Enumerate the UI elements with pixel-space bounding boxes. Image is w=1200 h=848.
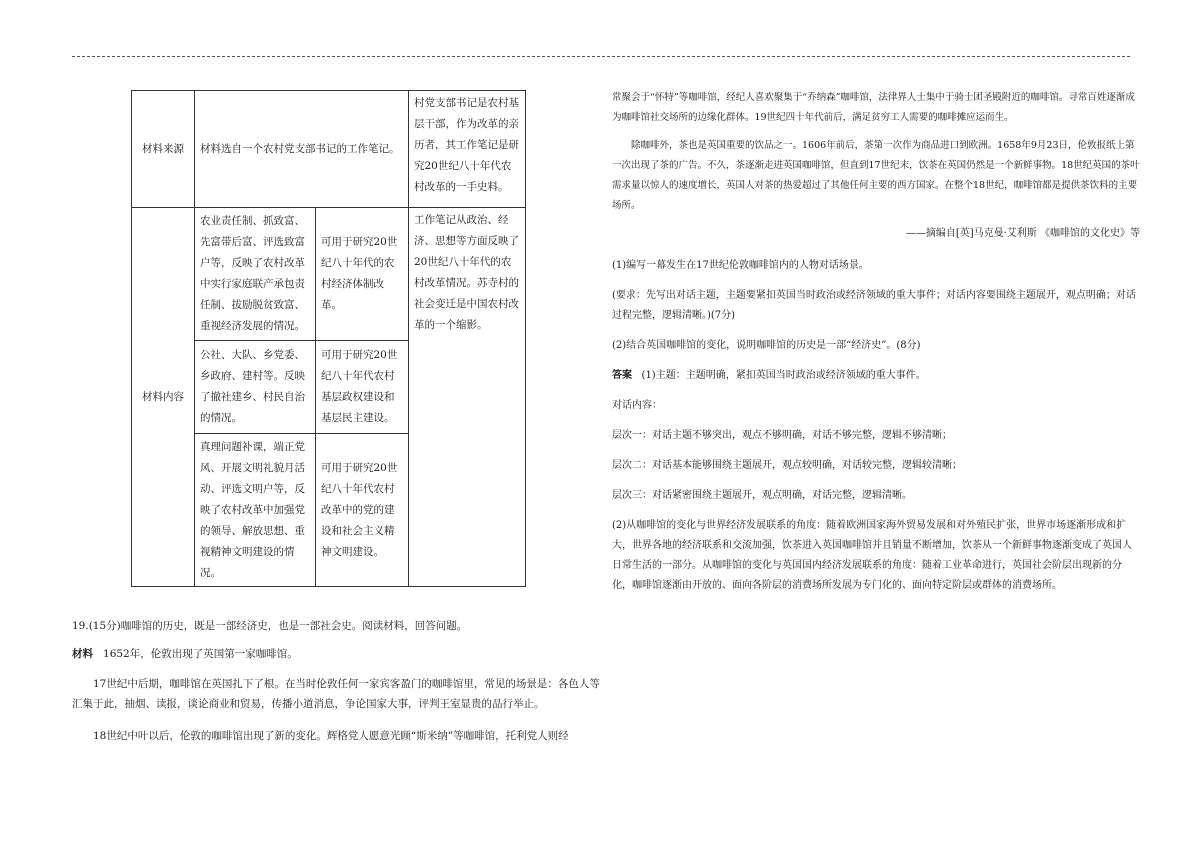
material-first-line <box>72 644 602 664</box>
row-label: 材料来源 <box>132 91 195 208</box>
material-label: 材料 <box>72 648 93 660</box>
answer-2: (2)从咖啡馆的变化与世界经济发展联系的角度：随着欧洲国家海外贸易发展和对外殖民扩张，世界市场逐渐形成和扩大，世界各地的经济联系和交流加强，饮茶进入英国咖啡馆并且销量不断增加，饮茶从一个新鲜事物逐渐变成了英国人日常生活的一部分。从咖啡馆的变化与英国国内经济发展联系的角度：随着工业革命进行，英国社会阶层出现新的分化，咖啡馆逐渐由开放的、面向各阶层的消费场所发展为专门化的、面向特定阶层或群体的消费场所。 <box>612 520 1132 591</box>
content-cell: 真理问题补课，端正党风、开展文明礼貌月活动、评选文明户等，反映了农村改革中加强党的领导、解放思想、重视精神文明建设的情况。 <box>195 434 316 587</box>
source-analysis-table <box>131 90 526 587</box>
answer-level-1: 层次一：对话主题不够突出，观点不够明确，对话不够完整，逻辑不够清晰； <box>612 430 952 441</box>
answer-level-3: 层次三：对话紧密围绕主题展开，观点明确，对话完整，逻辑清晰。 <box>612 490 912 501</box>
answer-level-2: 层次二：对话基本能够围绕主题展开，观点较明确，对话较完整，逻辑较清晰； <box>612 460 962 471</box>
question-1-requirements: (要求：先写出对话主题，主题要紧扣英国当时政治或经济领域的重大事件；对话内容要围绕主题展开，观点明确；对话过程完整，逻辑清晰。)(7分) <box>612 290 1136 321</box>
material-first-text: 1652年，伦敦出现了英国第一家咖啡馆。 <box>103 648 298 660</box>
top-dashed-rule <box>72 56 1130 57</box>
use-cell: 可用于研究20世纪八十年代的农村经济体制改革。 <box>316 208 409 341</box>
question-1: (1)编写一幕发生在17世纪伦敦咖啡馆内的人物对话场景。 <box>612 260 869 271</box>
source-description: 材料选自一个农村党支部书记的工作笔记。 <box>195 91 409 208</box>
table-row <box>132 91 526 208</box>
use-cell: 可用于研究20世纪八十年代农村基层政权建设和基层民主建设。 <box>316 341 409 434</box>
answer-1-text: (1)主题：主题明确，紧扣英国当时政治或经济领域的重大事件。 <box>641 370 926 381</box>
answer-label: 答案 <box>612 370 632 381</box>
content-cell: 公社、大队、乡党委、乡政府、建村等。反映了撤社建乡、村民自治的情况。 <box>195 341 316 434</box>
material-paragraph-2-start: 18世纪中叶以后，伦敦的咖啡馆出现了新的变化。辉格党人愿意光顾“斯米纳”等咖啡馆，托利党人则经 <box>93 730 569 742</box>
answer-1 <box>612 366 1140 386</box>
question-19-intro: 19.(15分)咖啡馆的历史，既是一部经济史，也是一部社会史。阅读材料，回答问题。 <box>72 620 468 632</box>
row-label: 材料内容 <box>132 208 195 587</box>
question-2: (2)结合英国咖啡馆的变化，说明咖啡馆的历史是一部“经济史”。(8分) <box>612 340 921 351</box>
source-note: 村党支部书记是农村基层干部，作为改革的亲历者，其工作笔记是研究20世纪八十年代农村改革的一手史料。 <box>409 91 526 208</box>
use-cell: 可用于研究20世纪八十年代农村改革中的党的建设和社会主义精神文明建设。 <box>316 434 409 587</box>
content-cell: 农业责任制、抓致富、先富带后富、评选致富户等，反映了农村改革中实行家庭联产承包责任制、拔励脱贫致富、重视经济发展的情况。 <box>195 208 316 341</box>
material-paragraph-1: 17世纪中后期，咖啡馆在英国扎下了根。在当时伦敦任何一家宾客盈门的咖啡馆里，常见的场景是：各色人等汇集于此，抽烟、读报，谈论商业和贸易，传播小道消息，争论国家大事，评判王室显贵的品行举止。 <box>72 678 600 710</box>
table-row <box>132 208 526 341</box>
answer-dialog-label: 对话内容： <box>612 400 662 411</box>
right-column <box>612 88 1140 596</box>
material-paragraph-3: 除咖啡外，茶也是英国重要的饮品之一。1606年前后，茶第一次作为商品进口到欧洲。1658年9月23日，伦敦报纸上第一次出现了茶的广告。不久，茶逐渐走进英国咖啡馆，但直到17世纪末，饮茶在英国仍然是一个新鲜事物。18世纪英国的茶叶需求量以惊人的速度增长，英国人对茶的热爱超过了其他任何主要的西方国家。在整个18世纪，咖啡馆都是提供茶饮料的主要场所。 <box>612 140 1140 211</box>
material-paragraph-2-continued: 常聚会于“怀特”等咖啡馆，经纪人喜欢聚集于“乔纳森”咖啡馆，法律界人士集中于骑士团圣殿附近的咖啡馆。寻常百姓逐渐成为咖啡馆社交场所的边缘化群体。19世纪四十年代前后，满足贫穷工人需要的咖啡摊应运而生。 <box>612 92 1135 123</box>
material-source: ——摘编自[英]马克曼·艾利斯 《咖啡馆的文化史》等 <box>905 228 1140 239</box>
summary-cell: 工作笔记从政治、经济、思想等方面反映了20世纪八十年代的农村改革情况。苏寺村的社会变迁是中国农村改革的一个缩影。 <box>409 208 526 587</box>
